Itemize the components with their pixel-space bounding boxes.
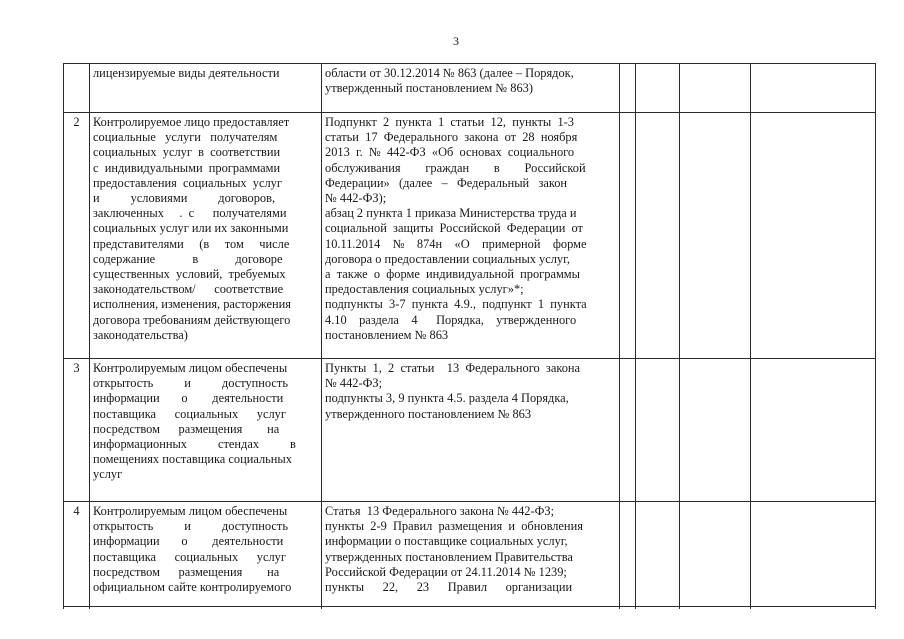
reference-line: 2013 г. № 442-ФЗ «Об основах социального [325,145,575,160]
answer-yes-cell[interactable] [620,359,636,502]
reference-line: статьи 17 Федерального закона от 28 ноября [325,130,578,145]
reference-line: утвержденный постановлением № 863) [325,81,533,96]
requirement-line: законодательства) [93,327,188,342]
requirement-line: договора требованиям действующего [93,312,291,327]
requirement-line: посредством размещения на [93,564,280,579]
answer-no-cell[interactable] [636,113,680,359]
reference-line: пункты 22, 23 Правил организации [325,580,573,595]
requirement-line: помещениях поставщика социальных [93,452,292,467]
answer-na-cell[interactable] [680,113,751,359]
reference-line: пункты 2-9 Правил размещения и обновления [325,519,583,534]
requirement-cell [90,64,322,113]
reference-line: Российской Федерации от 24.11.2014 № 1239; [325,564,567,579]
answer-no-cell[interactable] [636,502,680,610]
requirement-line: посредством размещения на [93,421,280,436]
answer-no-cell[interactable] [636,359,680,502]
reference-line: Статья 13 Федерального закона № 442-ФЗ; [325,504,555,518]
table-bottom-cut [63,606,875,607]
row-number [64,64,90,113]
notes-cell[interactable] [751,502,876,610]
requirement-line: Контролируемое лицо предоставляет [93,115,290,129]
table-row [64,64,876,113]
table-row [64,502,876,610]
requirement-line: официальном сайте контролируемого [93,580,292,595]
reference-line: подпункты 3, 9 пункта 4.5. раздела 4 Порядка, [325,391,569,406]
notes-cell[interactable] [751,359,876,502]
reference-line: Пункты 1, 2 статьи 13 Федерального закона [325,361,581,375]
requirement-line: и условиями договоров, [93,191,276,206]
answer-na-cell[interactable] [680,502,751,610]
reference-line: предоставления социальных услуг»*; [325,282,524,297]
requirement-cell [90,502,322,610]
requirement-line: информационных стендах в [93,437,296,452]
requirement-line: социальных услуг в соответствии [93,145,281,160]
reference-line: № 442-ФЗ); [325,191,387,206]
requirement-line: поставщика социальных услуг [93,549,286,564]
reference-line: а также о форме индивидуальной программы [325,267,580,282]
reference-line: обслуживания граждан в Российской [325,160,586,175]
requirement-line: открытость и доступность [93,519,288,534]
requirement-line: Контролируемым лицом обеспечены [93,504,288,518]
reference-line: абзац 2 пункта 1 приказа Министерства труда и [325,206,577,221]
answer-na-cell[interactable] [680,64,751,113]
row-number: 4 [64,502,90,610]
requirement-line: услуг [93,467,123,482]
requirement-line: исполнения, изменения, расторжения [93,297,291,312]
notes-cell[interactable] [751,64,876,113]
reference-line: утвержденных постановлением Правительства [325,549,573,564]
requirement-line: представителями (в том числе [93,236,290,251]
answer-yes-cell[interactable] [620,64,636,113]
requirement-line: предоставления социальных услуг [93,175,282,190]
answer-yes-cell[interactable] [620,502,636,610]
reference-line: договора о предоставлении социальных услуг, [325,251,570,266]
reference-cell [322,502,620,610]
requirement-line: лицензируемые виды деятельности [93,66,280,80]
page-number: 3 [453,34,459,48]
reference-line: утвержденного постановлением № 863 [325,406,532,421]
reference-line: 4.10 раздела 4 Порядка, утвержденного [325,312,577,327]
answer-yes-cell[interactable] [620,113,636,359]
requirement-line: информации о деятельности [93,391,284,406]
reference-line: № 442-ФЗ; [325,376,383,391]
reference-line: Подпункт 2 пункта 1 статьи 12, пункты 1-3 [325,115,574,129]
reference-line: 10.11.2014 № 874н «О примерной форме [325,236,587,251]
requirement-line: содержание в договоре [93,251,283,266]
reference-line: социальной защиты Российской Федерации от [325,221,583,236]
reference-cell [322,113,620,359]
requirement-line: открытость и доступность [93,376,288,391]
requirement-cell [90,113,322,359]
reference-line: Федерации» (далее – Федеральный закон [325,175,568,190]
reference-line: информации о поставщике социальных услуг, [325,534,568,549]
checklist-table [63,63,876,609]
answer-no-cell[interactable] [636,64,680,113]
requirement-line: заключенных . с получателями [93,206,287,221]
requirement-line: поставщика социальных услуг [93,406,286,421]
answer-na-cell[interactable] [680,359,751,502]
table-row [64,359,876,502]
requirement-line: законодательством/ соответствие [93,282,284,297]
table-row [64,113,876,359]
requirement-line: Контролируемым лицом обеспечены [93,361,288,375]
requirement-line: информации о деятельности [93,534,284,549]
requirement-line: с индивидуальными программами [93,160,281,175]
requirement-line: социальные услуги получателям [93,130,278,145]
reference-cell [322,64,620,113]
reference-cell [322,359,620,502]
row-number: 2 [64,113,90,359]
requirement-line: существенных условий, требуемых [93,267,286,282]
reference-line: области от 30.12.2014 № 863 (далее – Порядок, [325,66,574,80]
reference-line: постановлением № 863 [325,327,449,342]
requirement-cell [90,359,322,502]
notes-cell[interactable] [751,113,876,359]
requirement-line: социальных услуг или их законными [93,221,289,236]
reference-line: подпункты 3-7 пункта 4.9., подпункт 1 пункта [325,297,587,312]
row-number: 3 [64,359,90,502]
